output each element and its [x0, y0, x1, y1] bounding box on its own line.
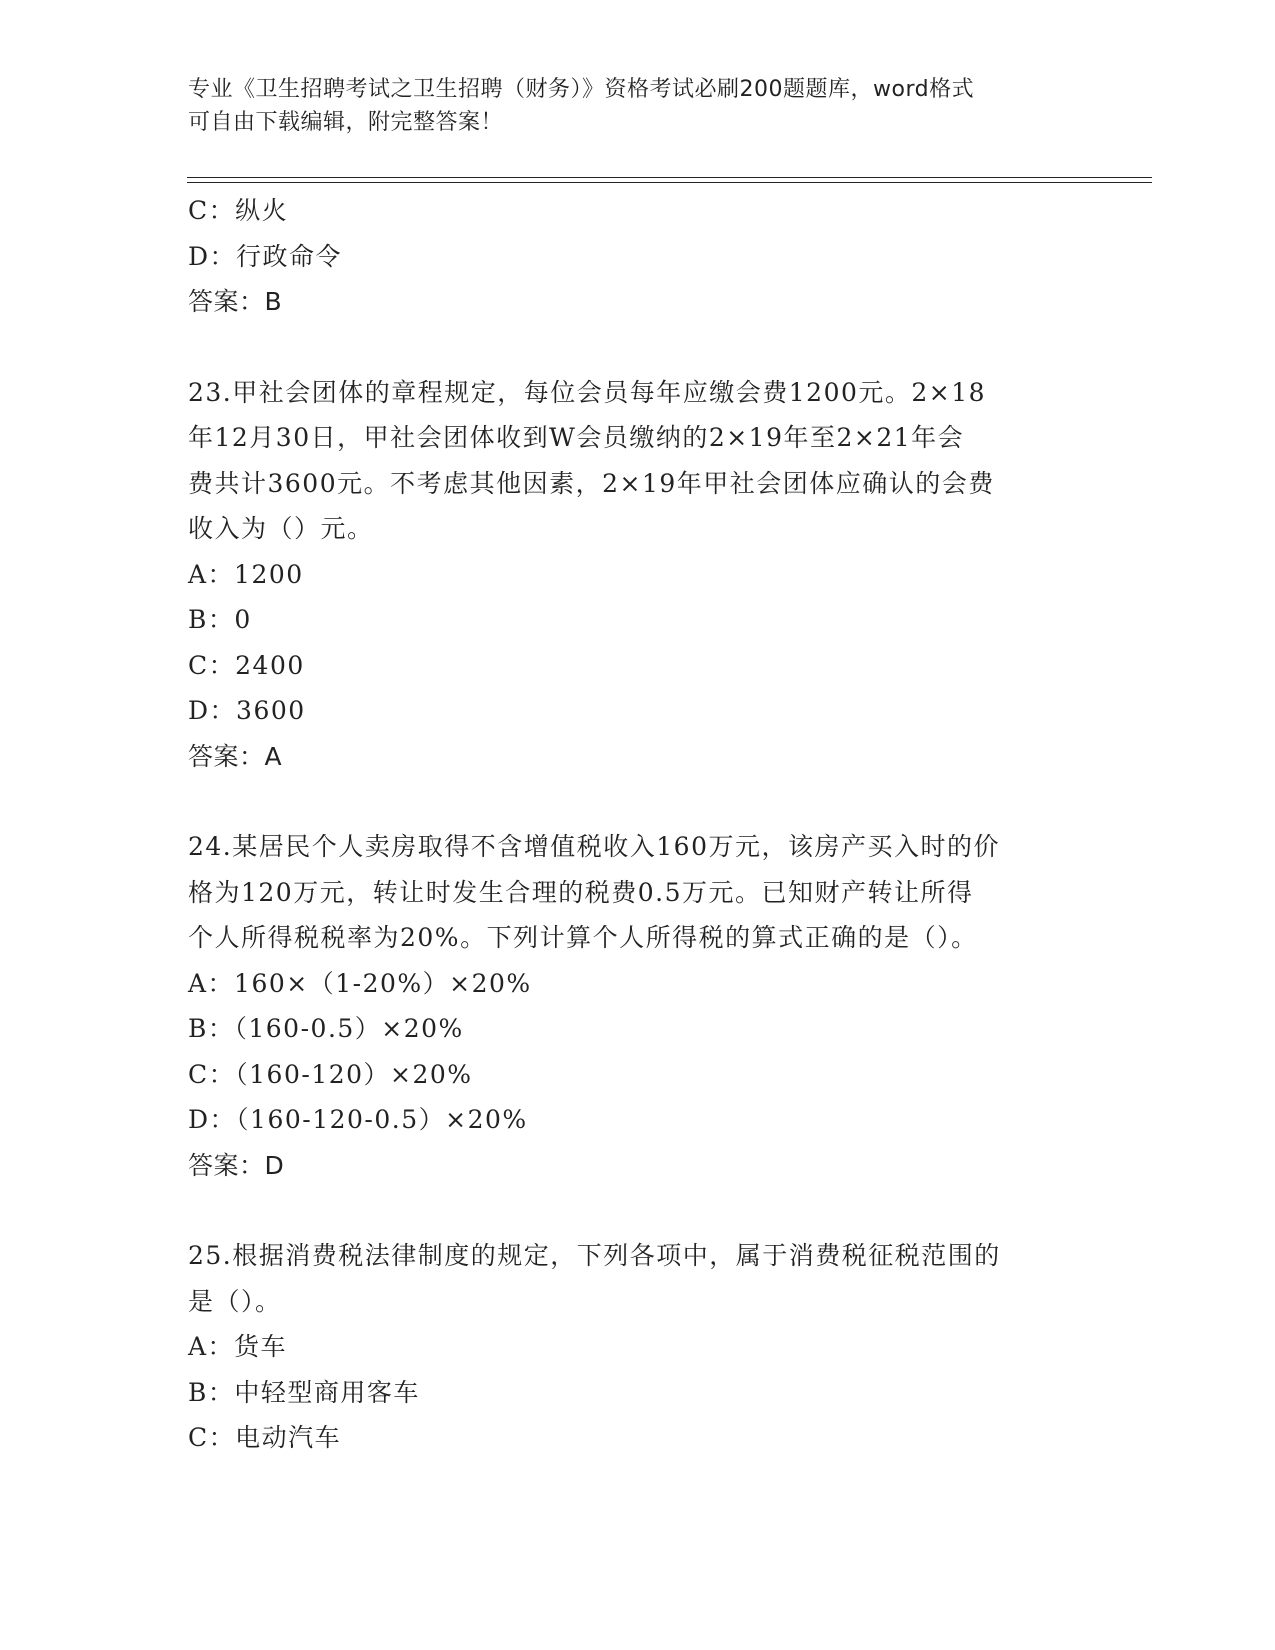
option-d: D：3600: [188, 696, 306, 725]
question-text-line: 收入为（）元。: [188, 514, 374, 543]
option-a: A：1200: [188, 559, 304, 589]
header-line-1: 专业《卫生招聘考试之卫生招聘（财务）》资格考试必刷200题题库，word格式: [188, 77, 975, 102]
option-d: D：（160-120-0.5）×20%: [188, 1105, 528, 1134]
option-a: A：货车: [188, 1332, 288, 1361]
previous-question-tail: [188, 188, 1088, 325]
answer-line: 答案：D: [188, 1150, 285, 1180]
spacer: [188, 1188, 1088, 1233]
spacer: [188, 325, 1088, 370]
answer-line: 答案：B: [188, 287, 283, 316]
option-d: D：行政命令: [188, 241, 343, 271]
option-b: B：0: [188, 605, 252, 634]
question-text-line: 23.甲社会团体的章程规定，每位会员每年应缴会费1200元。2×18: [188, 377, 987, 407]
question-text-line: 个人所得税税率为20%。下列计算个人所得税的算式正确的是（）。: [188, 923, 978, 952]
option-c: C：纵火: [188, 196, 289, 225]
question-24: [188, 824, 1088, 1188]
header-divider-bottom: [187, 182, 1152, 183]
document-header: [188, 73, 1068, 139]
question-text-line: 格为120万元，转让时发生合理的税费0.5万元。已知财产转让所得: [188, 877, 974, 907]
question-23: [188, 370, 1088, 780]
question-text-line: 24.某居民个人卖房取得不含增值税收入160万元，该房产买入时的价: [188, 832, 1000, 861]
question-text-line: 25.根据消费税法律制度的规定，下列各项中，属于消费税征税范围的: [188, 1241, 1001, 1270]
option-b: B：中轻型商用客车: [188, 1377, 420, 1407]
option-a: A：160×（1-20%）×20%: [188, 968, 532, 998]
document-body: [188, 188, 1088, 1461]
option-c: C：电动汽车: [188, 1423, 342, 1452]
spacer: [188, 779, 1088, 824]
question-text-line: 年12月30日，甲社会团体收到W会员缴纳的2×19年至2×21年会: [188, 423, 965, 452]
answer-line: 答案：A: [188, 741, 283, 771]
option-c: C：（160-120）×20%: [188, 1059, 473, 1089]
option-c: C：2400: [188, 650, 305, 680]
question-25: [188, 1233, 1088, 1461]
header-divider-top: [187, 177, 1152, 178]
question-text-line: 是（）。: [188, 1286, 282, 1316]
header-line-2: 可自由下载编辑，附完整答案！: [188, 110, 504, 135]
option-b: B：（160-0.5）×20%: [188, 1014, 464, 1043]
question-text-line: 费共计3600元。不考虑其他因素，2×19年甲社会团体应确认的会费: [188, 468, 995, 498]
